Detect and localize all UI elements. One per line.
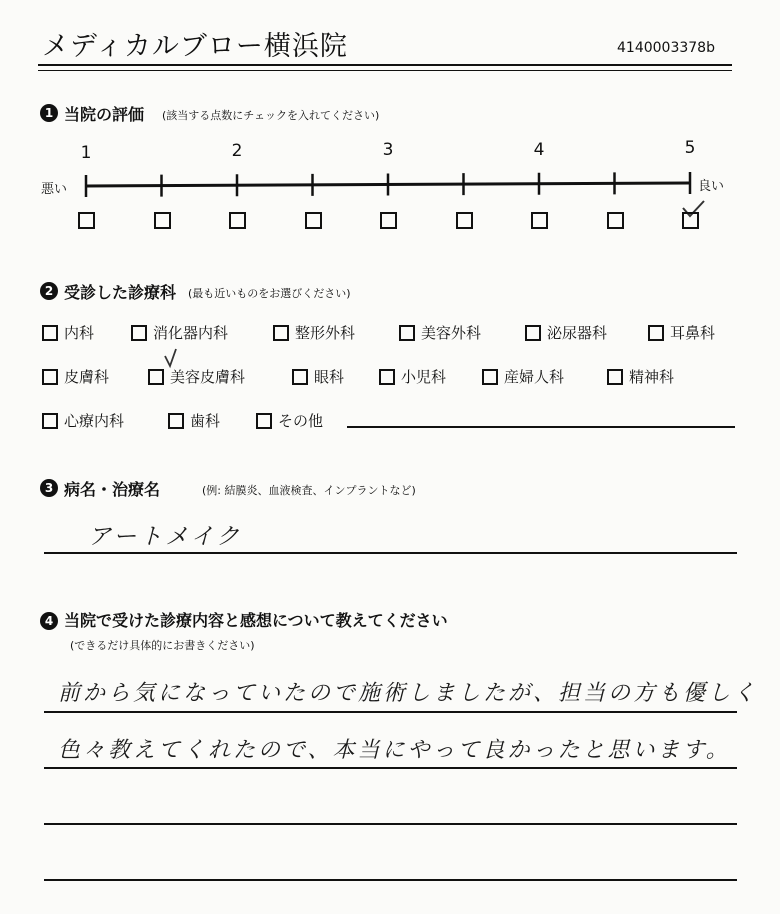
dept-option[interactable]: 消化器内科	[131, 322, 228, 343]
section4-note: (できるだけ具体的にお書きください)	[70, 639, 255, 652]
dept-option[interactable]: 整形外科	[273, 322, 355, 343]
section4-title: 当院で受けた診療内容と感想について教えてください	[64, 611, 448, 630]
rating-checkbox[interactable]	[380, 212, 397, 229]
section3-note: (例: 結膜炎、血液検査、インプラントなど)	[202, 484, 416, 497]
scale-left-label: 悪い	[41, 182, 68, 197]
dept-option[interactable]: 精神科	[607, 366, 674, 387]
diagnosis-line	[44, 552, 737, 554]
scale-label-1: 1	[80, 143, 92, 163]
dept-checkbox[interactable]	[42, 369, 58, 385]
section4-number: 4	[40, 612, 58, 630]
dept-option[interactable]: 産婦人科	[482, 366, 564, 387]
dept-checkbox[interactable]	[525, 325, 541, 341]
rating-checkbox[interactable]	[154, 212, 171, 229]
dept-checkbox[interactable]	[482, 369, 498, 385]
section2-number: 2	[40, 282, 58, 300]
section1-number: 1	[40, 104, 58, 122]
dept-checkbox[interactable]	[399, 325, 415, 341]
form-code: 4140003378b	[617, 40, 715, 56]
scale-label-5: 5	[684, 138, 696, 158]
rating-checkbox[interactable]	[531, 212, 548, 229]
rating-checkbox[interactable]	[78, 212, 95, 229]
dept-checkbox[interactable]	[42, 413, 58, 429]
dept-option[interactable]: 耳鼻科	[648, 322, 715, 343]
dept-option[interactable]: 皮膚科	[42, 366, 109, 387]
section1-note: (該当する点数にチェックを入れてください)	[162, 109, 380, 122]
section2-title: 受診した診療科	[64, 283, 177, 302]
dept-checkbox[interactable]	[379, 369, 395, 385]
rating-checkbox[interactable]	[456, 212, 473, 229]
dept-checkbox[interactable]	[607, 369, 623, 385]
scale-label-4: 4	[533, 140, 545, 160]
comment-rule-1	[44, 711, 737, 713]
comment-rule-2	[44, 767, 737, 769]
dept-checkbox-checked[interactable]	[148, 369, 164, 385]
section1-title: 当院の評価	[64, 105, 145, 124]
section3-title: 病名・治療名	[64, 480, 161, 499]
comment-rule-3	[44, 823, 737, 825]
section3-number: 3	[40, 479, 58, 497]
dept-checkbox[interactable]	[256, 413, 272, 429]
dept-option[interactable]: 歯科	[168, 410, 220, 431]
rating-checkbox[interactable]	[607, 212, 624, 229]
dept-option[interactable]: 美容外科	[399, 322, 481, 343]
comment-line-1[interactable]: 前から気になっていたので施術しましたが、担当の方も優しく	[58, 681, 759, 706]
dept-checkbox[interactable]	[648, 325, 664, 341]
dept-check-mark	[165, 349, 176, 366]
comment-line-2[interactable]: 色々教えてくれたので、本当にやって良かったと思います。	[58, 738, 731, 763]
rating-checkbox-checked[interactable]	[682, 212, 699, 229]
other-write-line[interactable]	[347, 426, 735, 428]
comment-rule-4	[44, 879, 737, 881]
dept-checkbox[interactable]	[131, 325, 147, 341]
rating-checkbox[interactable]	[305, 212, 322, 229]
dept-checkbox[interactable]	[273, 325, 289, 341]
dept-checkbox[interactable]	[168, 413, 184, 429]
dept-option[interactable]: 内科	[42, 322, 94, 343]
rating-checkbox[interactable]	[229, 212, 246, 229]
dept-checkbox[interactable]	[292, 369, 308, 385]
scale-label-3: 3	[382, 140, 394, 160]
dept-option-other[interactable]: その他	[256, 410, 323, 431]
dept-option[interactable]: 心療内科	[42, 410, 124, 431]
dept-checkbox[interactable]	[42, 325, 58, 341]
scale-right-label: 良い	[698, 179, 725, 194]
page-title: メディカルブロー横浜院	[42, 31, 348, 62]
dept-option[interactable]: 泌尿器科	[525, 322, 607, 343]
scale-label-2: 2	[231, 141, 243, 161]
dept-option[interactable]: 眼科	[292, 366, 344, 387]
section2-note: (最も近いものをお選びください)	[188, 287, 351, 300]
dept-option[interactable]: 小児科	[379, 366, 446, 387]
diagnosis-answer[interactable]: アートメイク	[88, 524, 243, 550]
dept-option-selected[interactable]: 美容皮膚科	[148, 366, 245, 387]
